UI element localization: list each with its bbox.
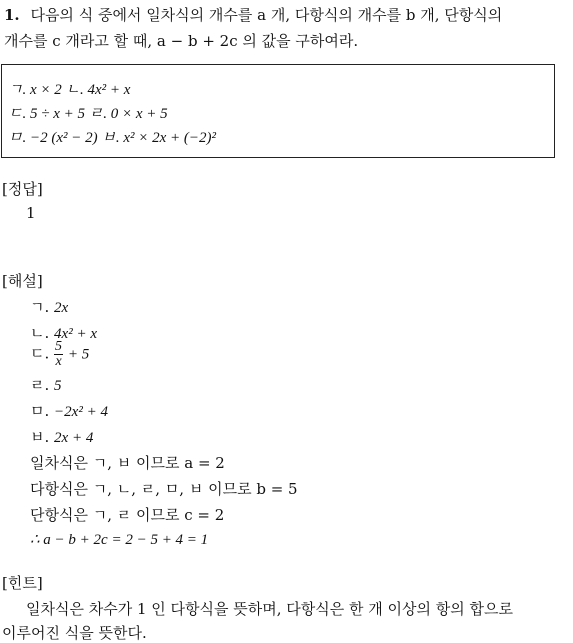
- explanation-expr: 2x + 4: [54, 430, 94, 446]
- box-item-row-3: ㅁ. −2 (x² − 2) ㅂ. x² × 2x + (−2)²: [8, 130, 217, 146]
- explanation-expr: + 5: [67, 346, 90, 363]
- answer-value: 1: [26, 204, 36, 222]
- box-item-row-1: ㄱ. x × 2 ㄴ. 4x² + x: [8, 82, 131, 98]
- answer-heading: [정답]: [2, 180, 43, 198]
- explanation-expr: 4x² + x: [54, 326, 97, 342]
- fraction-numerator: 5: [55, 339, 63, 354]
- explanation-label: ㅁ.: [30, 402, 50, 420]
- explanation-expr: 5: [54, 378, 62, 394]
- fraction: [54, 340, 63, 369]
- hint-line-2: 이루어진 식을 뜻한다.: [2, 624, 147, 642]
- explanation-line-6: [30, 426, 93, 447]
- hint-line-1: 일차식은 차수가 1 인 다항식을 뜻하며, 다항식은 한 개 이상의 항의 합으로: [26, 600, 513, 618]
- explanation-label: ㄹ.: [30, 376, 50, 394]
- explanation-line-3: [30, 340, 89, 369]
- explanation-expr: −2x² + 4: [54, 404, 108, 420]
- fraction-denominator: x: [55, 354, 62, 369]
- problem-line-1: [4, 4, 502, 25]
- summary-monomial: 단항식은 ㄱ, ㄹ 이므로 c = 2: [30, 506, 225, 524]
- summary-linear: 일차식은 ㄱ, ㅂ 이므로 a = 2: [30, 454, 225, 472]
- explanation-heading: [해설]: [2, 272, 43, 290]
- box-item-row-2: ㄷ. 5 ÷ x + 5 ㄹ. 0 × x + 5: [8, 106, 168, 122]
- summary-result: ∴ a − b + 2c = 2 − 5 + 4 = 1: [30, 532, 209, 548]
- explanation-expr: 2x: [54, 300, 69, 316]
- explanation-label: ㄷ.: [30, 344, 50, 363]
- problem-line-2: 개수를 c 개라고 할 때, a − b + 2c 의 값을 구하여라.: [4, 32, 359, 50]
- explanation-line-1: [30, 296, 68, 317]
- explanation-label: ㅂ.: [30, 428, 50, 446]
- hint-heading: [힌트]: [2, 574, 43, 592]
- explanation-line-5: [30, 400, 108, 421]
- summary-polynomial: 다항식은 ㄱ, ㄴ, ㄹ, ㅁ, ㅂ 이므로 b = 5: [30, 480, 298, 498]
- explanation-line-4: [30, 374, 62, 395]
- explanation-label: ㄴ.: [30, 324, 50, 342]
- problem-text-1: 다음의 식 중에서 일차식의 개수를 a 개, 다항식의 개수를 b 개, 단항식의: [30, 6, 503, 24]
- problem-number: 1.: [4, 6, 20, 24]
- explanation-label: ㄱ.: [30, 298, 50, 316]
